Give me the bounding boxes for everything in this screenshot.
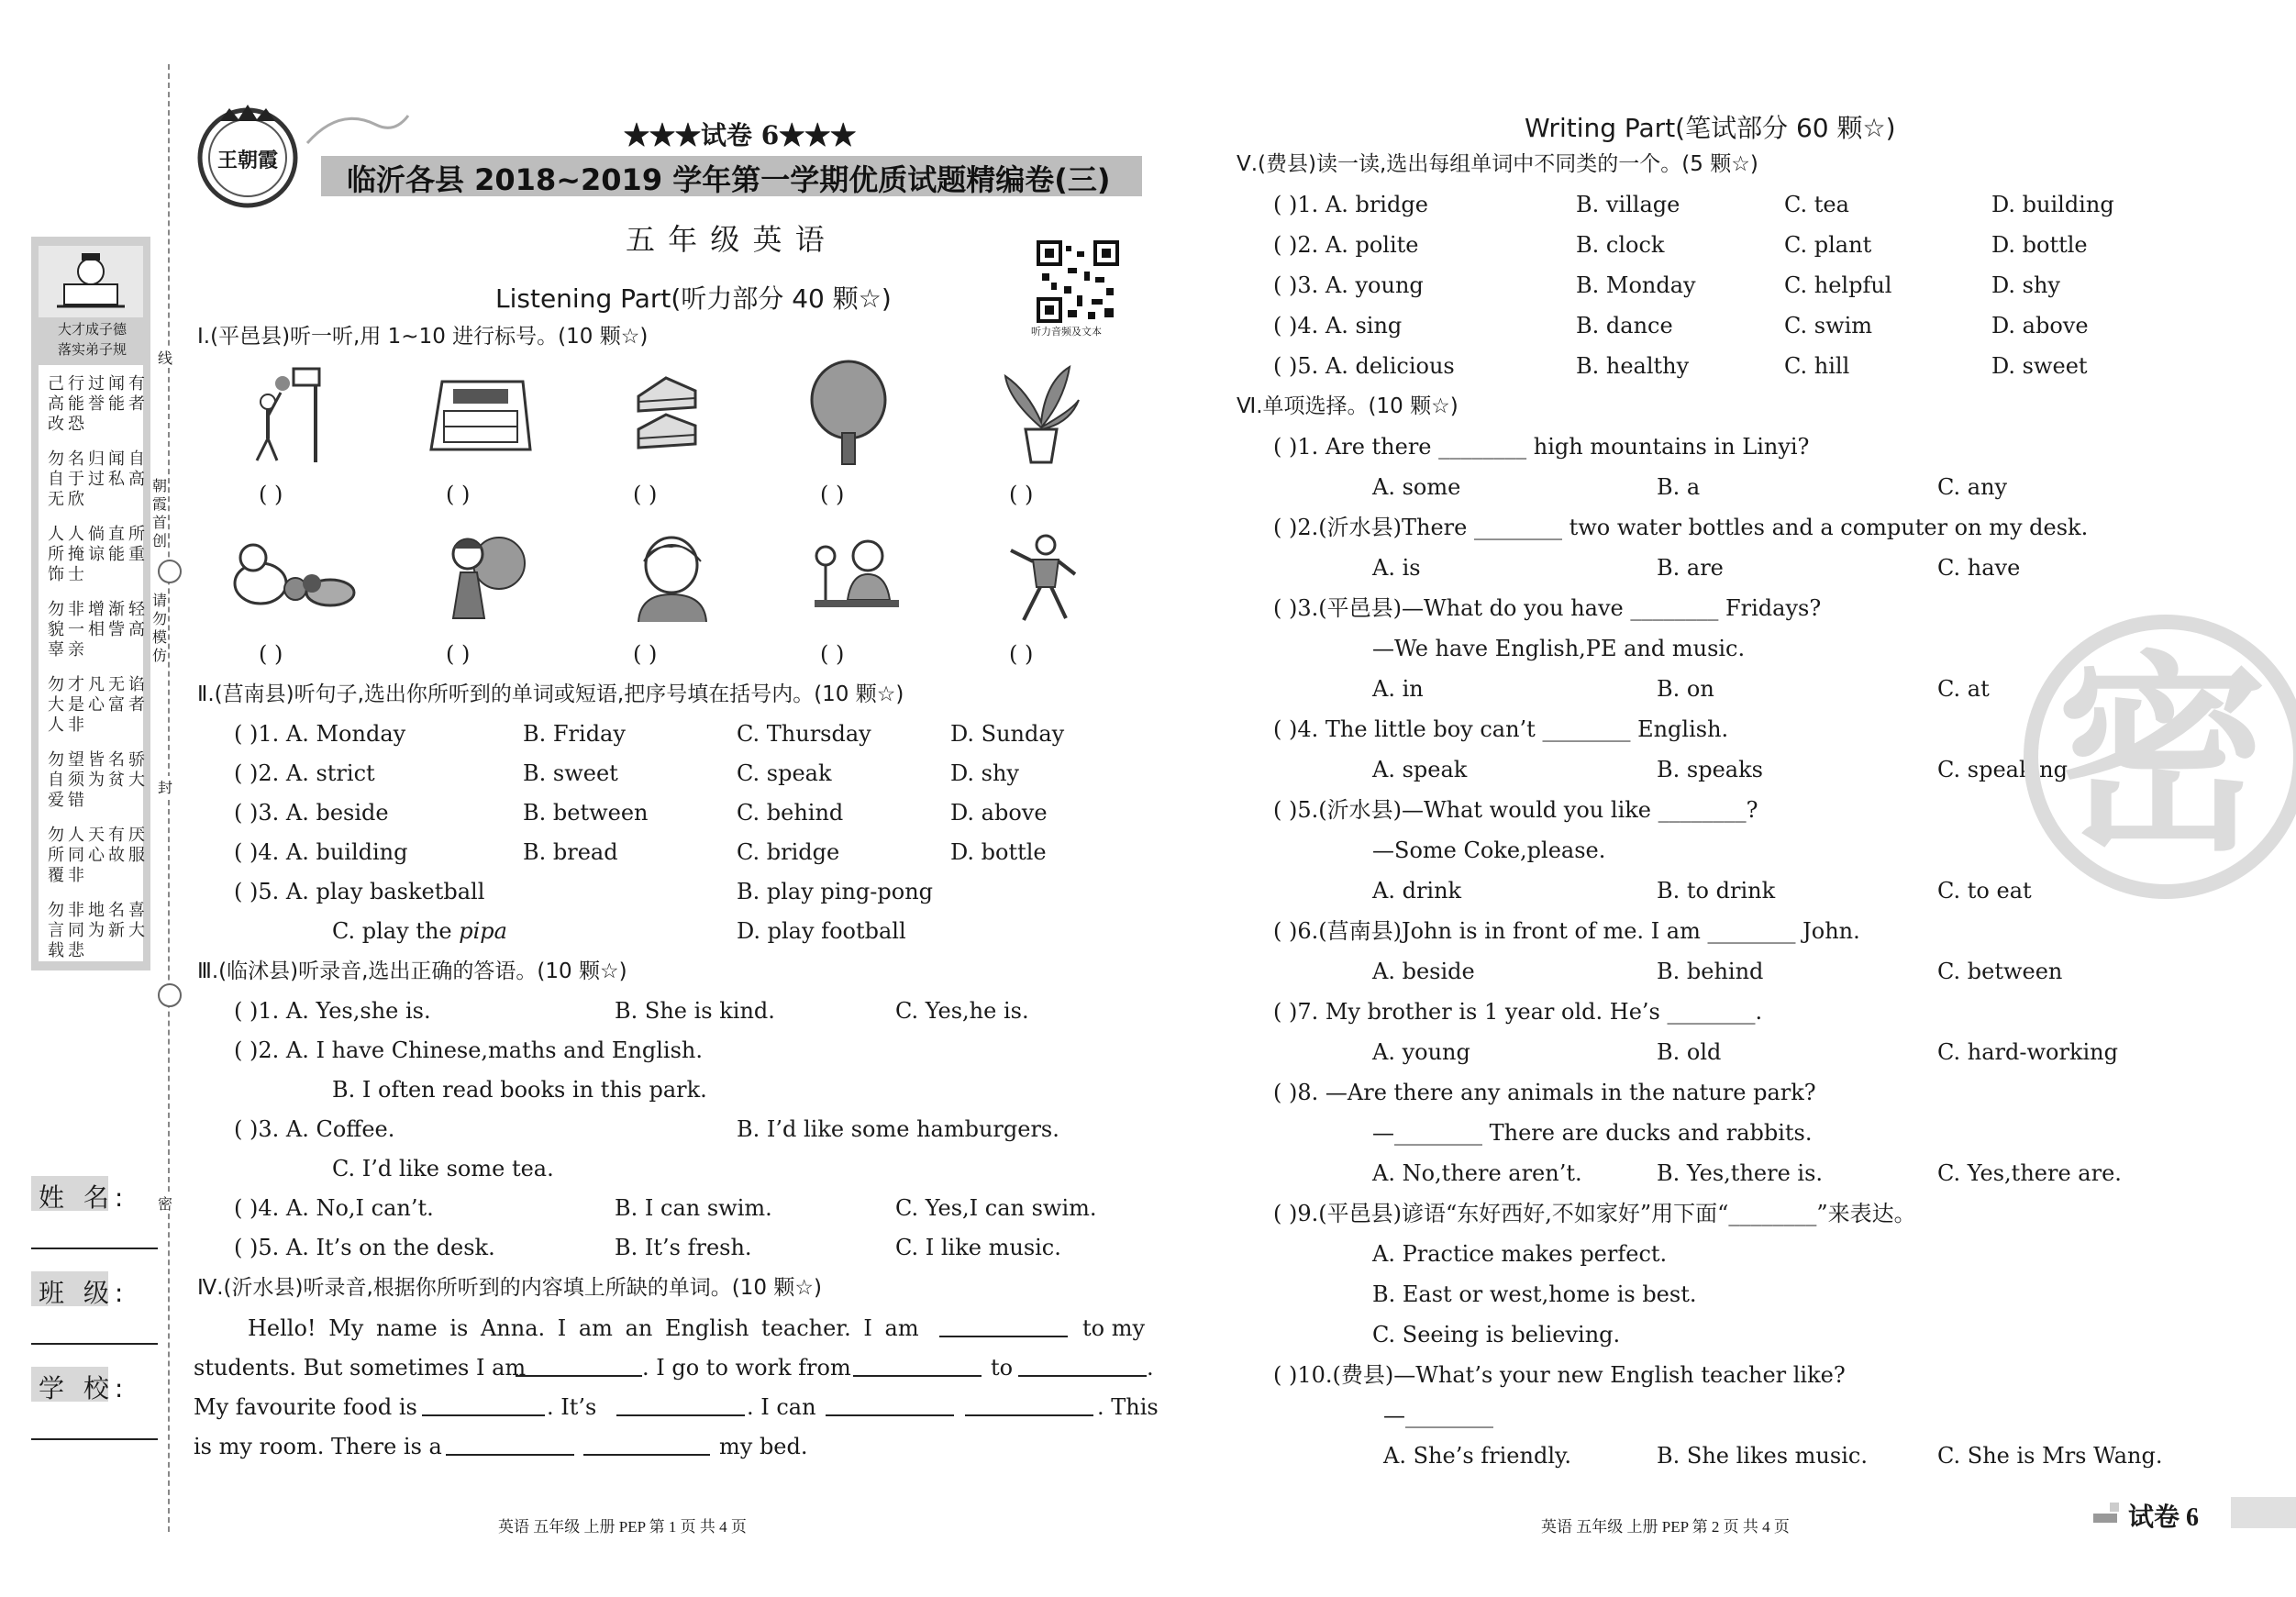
fold-mark-noimitate: 请勿模仿 [152,592,168,664]
sec6-q8[interactable]: ( )8. —Are there any animals in the nature park? [1273,1080,1816,1105]
sec6-q6-c: C. between [1937,959,2063,984]
sec6-q9-c: C. Seeing is believing. [1372,1322,1621,1347]
binding-hole-1 [158,560,182,583]
sec5-q3-d: D. shy [1991,272,2060,298]
class-field[interactable] [31,1343,158,1345]
blank-7[interactable] [826,1414,954,1416]
sec4-title: Ⅳ.(沂水县)听录音,根据你所听到的内容填上所缺的单词。(10 颗☆) [197,1276,822,1300]
pic4-bracket[interactable]: ( ) [820,482,845,507]
girl-with-flowers-icon [435,527,527,622]
sec6-q5-c: C. to eat [1937,878,2032,904]
blank-6[interactable] [616,1414,745,1416]
passage-line-3b: . It’s [547,1394,597,1420]
sec2-q2-b: B. sweet [523,760,618,786]
blank-1[interactable] [939,1336,1068,1337]
sec2-q4-b: B. bread [523,839,618,865]
blank-8[interactable] [965,1414,1093,1416]
sec3-title: Ⅲ.(临沭县)听录音,选出正确的答语。(10 颗☆) [197,959,627,983]
sec6-q5[interactable]: ( )5.(沂水县)—What would you like ________? [1273,797,1758,823]
fold-mark-secret: 密 [158,1192,172,1214]
blank-9[interactable] [446,1454,574,1456]
pic1-bracket[interactable]: ( ) [259,482,283,507]
sec3-q1-c: C. Yes,he is. [895,998,1029,1024]
sec6-q8-c: C. Yes,there are. [1937,1160,2122,1186]
sec6-q7-a: A. young [1372,1039,1470,1065]
sec2-q5-c-pipa: pipa [459,918,507,944]
proverb-1: 己行过闻有高能誉能者改恐 [48,374,149,434]
qr-caption: 听力音频及文本 [1031,326,1102,338]
sec2-q2-d: D. shy [950,760,1019,786]
sec6-q4-c: C. speaking [1937,757,2068,782]
sec6-q1-b: B. a [1657,474,1701,500]
sec3-q2-b: B. I often read books in this park. [332,1077,707,1103]
corner-tag-text: 试卷 6 [2128,1503,2200,1532]
qr-code[interactable] [1037,240,1119,323]
passage-line-4b: my bed. [719,1434,808,1459]
sec2-q5-d: D. play football [737,918,906,944]
sec5-q2-c: C. plant [1784,232,1872,258]
sec5-q2[interactable]: ( )2. A. polite [1273,232,1419,258]
paper-title: 临沂各县 2018~2019 学年第一学期优质试题精编卷(三) [347,162,1111,197]
subject-title: 五 年 级 英 语 [626,222,826,257]
sec6-title: Ⅵ.单项选择。(10 颗☆) [1237,394,1459,418]
pic6-bracket[interactable]: ( ) [259,641,283,667]
proverb-5: 勿才凡无谄大是心富者人非 [48,675,149,735]
proverb-8: 勿非地名喜言同为新大载悲 [48,901,149,960]
passage-line-3c: . I can [747,1394,816,1420]
passage-line-3a: My favourite food is [194,1394,417,1420]
sec6-q10-b: B. She likes music. [1657,1443,1868,1469]
scholar-illustration [39,246,143,317]
sec5-q1-c: C. tea [1784,192,1849,217]
sec6-q6-a: A. beside [1372,959,1475,984]
sec2-q5[interactable]: ( )5. A. play basketball [234,879,485,904]
sec2-q3-c: C. behind [737,800,844,826]
sec3-q3-b: B. I’d like some hamburgers. [737,1116,1059,1142]
sec6-q9-a: A. Practice makes perfect. [1372,1241,1668,1267]
right-footer: 英语 五年级 上册 PEP 第 2 页 共 4 页 [1541,1518,1790,1536]
corner-tag-bar [2231,1497,2296,1528]
sec6-q2-c: C. have [1937,555,2021,581]
pic3-bracket[interactable]: ( ) [633,482,658,507]
sec6-q8-b: B. Yes,there is. [1657,1160,1824,1186]
sec6-q2-a: A. is [1372,555,1421,581]
dancer-icon [1005,532,1079,624]
motto-line-2: 落实弟子规 [57,341,127,358]
sec6-q3-dialog: —We have English,PE and music. [1372,636,1746,661]
blank-3[interactable] [853,1375,982,1377]
name-label: 姓 名: [39,1182,129,1213]
sec6-q9-b: B. East or west,home is best. [1372,1281,1697,1307]
sec5-q3-b: B. Monday [1576,272,1696,298]
passage-line-1-end: to my [1082,1315,1146,1341]
sec5-q4-c: C. swim [1784,313,1873,338]
sec6-q10[interactable]: ( )10.(费县)—What’s your new English teacher like? [1273,1362,1846,1388]
sec5-q4-b: B. dance [1576,313,1673,338]
listening-title: Listening Part(听力部分 40 颗☆) [495,283,892,314]
passage-line-3d: . This [1097,1394,1159,1420]
sec6-q1-a: A. some [1372,474,1461,500]
brand-logo [193,101,303,211]
blank-10[interactable] [583,1454,710,1456]
sec2-q5-c-text: C. play the [332,918,460,944]
sec6-q8-a: A. No,there aren’t. [1372,1160,1582,1186]
passage-line-1: Hello! My name is Anna. I am an English teacher. I am [248,1315,919,1341]
sec6-q3-a: A. in [1372,676,1424,702]
sec2-q4-d: D. bottle [950,839,1047,865]
confidential-stamp [2024,615,2296,899]
proverb-2: 勿名归闻自自于过私高无欣 [48,449,149,509]
sec6-q7-c: C. hard-working [1937,1039,2118,1065]
sec6-q9[interactable]: ( )9.(平邑县)谚语“东好西好,不如家好”用下面“________”来表达。 [1273,1201,1916,1226]
motto-line-1: 大才成子德 [57,321,127,338]
sec1-title: Ⅰ.(平邑县)听一听,用 1~10 进行标号。(10 颗☆) [197,325,649,349]
sec5-q4-d: D. above [1991,313,2089,338]
sec3-q5-b: B. It’s fresh. [615,1235,752,1260]
sec2-q4-c: C. bridge [737,839,840,865]
sec6-q3[interactable]: ( )3.(平邑县)—What do you have ________ Fridays? [1273,595,1822,621]
fold-mark-line: 线 [158,347,172,368]
pic8-bracket[interactable]: ( ) [633,641,658,667]
fold-mark-original: 朝霞首创 [152,477,168,549]
calendar-friday-icon [422,374,532,457]
corner-tag [2128,1497,2229,1532]
sec3-q5[interactable]: ( )5. A. It’s on the desk. [234,1235,495,1260]
sec3-q3[interactable]: ( )3. A. Coffee. [234,1116,395,1142]
proverb-4: 勿非增渐轻貌一相訾高辜亲 [48,600,149,660]
sec5-q2-b: B. clock [1576,232,1665,258]
class-label: 班 级: [39,1278,129,1308]
sec6-q10-c: C. She is Mrs Wang. [1937,1443,2163,1469]
sec3-q3-c: C. I’d like some tea. [332,1156,554,1181]
proverb-3: 人人倘直所所掩谅能重饰士 [48,525,149,584]
man-at-desk-icon [811,536,903,620]
fold-mark-seal: 封 [158,776,172,797]
sec5-q1-b: B. village [1576,192,1680,217]
sec6-q10-a: A. She’s friendly. [1383,1443,1571,1469]
dogs-icon [229,541,358,615]
sec6-q8-dialog: —________ There are ducks and rabbits. [1372,1120,1813,1146]
ribbon-decoration [303,106,413,150]
passage-line-2b: . I go to work from [642,1355,851,1381]
sec2-q5-c [332,917,507,945]
pic2-bracket[interactable]: ( ) [446,482,471,507]
proverb-7: 勿人天有厌所同心故服覆非 [48,826,149,885]
sec6-q7[interactable]: ( )7. My brother is 1 year old. He’s ________. [1273,999,1763,1025]
sec2-q3-b: B. between [523,800,649,826]
sec2-q2[interactable]: ( )2. A. strict [234,760,375,786]
sec6-q3-b: B. on [1657,676,1714,702]
sec6-q1[interactable]: ( )1. Are there ________ high mountains in Linyi? [1273,434,1810,460]
sec5-q3-c: C. helpful [1784,272,1892,298]
sec5-q2-d: D. bottle [1991,232,2088,258]
sec2-q4[interactable]: ( )4. A. building [234,839,408,865]
corner-tag-deco-1 [2093,1514,2117,1523]
pic9-bracket[interactable]: ( ) [820,641,845,667]
pic7-bracket[interactable]: ( ) [446,641,471,667]
blank-2[interactable] [516,1375,642,1377]
sec2-q5-b: B. play ping-pong [737,879,934,904]
passage-line-2c: to [991,1355,1014,1381]
sec2-q1-b: B. Friday [523,721,626,747]
passage-line-2d: . [1147,1355,1154,1381]
sec5-q4[interactable]: ( )4. A. sing [1273,313,1403,338]
sec5-q5-b: B. healthy [1576,353,1690,379]
sec2-title: Ⅱ.(莒南县)听句子,选出你所听到的单词或短语,把序号填在括号内。(10 颗☆) [197,682,904,706]
sec6-q5-a: A. drink [1372,878,1462,904]
sec3-q2[interactable]: ( )2. A. I have Chinese,maths and English. [234,1037,704,1063]
sec2-q1-c: C. Thursday [737,721,871,747]
sec2-q2-c: C. speak [737,760,832,786]
sec5-q5-d: D. sweet [1991,353,2088,379]
sec6-q4-b: B. speaks [1657,757,1763,782]
corner-tag-deco-2 [2110,1503,2119,1512]
school-field[interactable] [31,1438,158,1440]
stamp-char: 密 [2057,635,2268,880]
passage-line-2a: students. But sometimes I am [194,1355,527,1381]
sec5-q1[interactable]: ( )1. A. bridge [1273,192,1428,217]
sec2-q1-d: D. Sunday [950,721,1065,747]
sec6-q5-dialog: —Some Coke,please. [1372,837,1606,863]
sandwiches-icon [633,372,701,460]
sec6-q2-b: B. are [1657,555,1724,581]
sec2-q3[interactable]: ( )3. A. beside [234,800,389,826]
proverb-6: 勿望皆名骄自须为贫大爱错 [48,750,149,810]
brand-name: 王朝霞 [216,149,278,172]
sec6-q5-b: B. to drink [1657,878,1776,904]
sec6-q1-c: C. any [1937,474,2008,500]
sec5-q3[interactable]: ( )3. A. young [1273,272,1424,298]
name-field[interactable] [31,1248,158,1249]
sec3-q4-b: B. I can swim. [615,1195,772,1221]
fold-line [168,64,170,1532]
sec3-q1-b: B. She is kind. [615,998,775,1024]
sec6-q6[interactable]: ( )6.(莒南县)John is in front of me. I am ________ John. [1273,918,1860,944]
sec3-q1[interactable]: ( )1. A. Yes,she is. [234,998,431,1024]
basketball-player-icon [240,365,332,466]
writing-title: Writing Part(笔试部分 60 颗☆) [1525,113,1896,143]
sec2-q3-d: D. above [950,800,1048,826]
school-label: 学 校: [39,1373,129,1403]
motto [35,319,150,360]
left-footer: 英语 五年级 上册 PEP 第 1 页 共 4 页 [498,1518,747,1536]
blank-4[interactable] [1018,1375,1147,1377]
sec6-q6-b: B. behind [1657,959,1764,984]
sec3-q4[interactable]: ( )4. A. No,I can’t. [234,1195,434,1221]
sec6-q3-c: C. at [1937,676,1990,702]
blank-5[interactable] [422,1414,545,1416]
sec5-q5[interactable]: ( )5. A. delicious [1273,353,1455,379]
sec2-q1[interactable]: ( )1. A. Monday [234,721,406,747]
pic5-bracket[interactable]: ( ) [1009,482,1034,507]
paper-tag: ★★★试卷 6★★★ [624,120,857,150]
sec6-q4-a: A. speak [1372,757,1468,782]
sec6-q10-dialog: —________ [1383,1403,1493,1428]
potted-plant-icon [1000,363,1082,466]
pic10-bracket[interactable]: ( ) [1009,641,1034,667]
sec6-q4[interactable]: ( )4. The little boy can’t ________ English. [1273,716,1729,742]
sec5-q5-c: C. hill [1784,353,1850,379]
old-woman-icon [631,534,714,622]
sec3-q4-c: C. Yes,I can swim. [895,1195,1097,1221]
sec3-q5-c: C. I like music. [895,1235,1061,1260]
sec6-q7-b: B. old [1657,1039,1722,1065]
sec6-q2[interactable]: ( )2.(沂水县)There ________ two water bottles and a computer on my desk. [1273,515,2089,540]
binding-hole-2 [158,983,182,1007]
sec5-title: Ⅴ.(费县)读一读,选出每组单词中不同类的一个。(5 颗☆) [1237,152,1758,176]
passage-line-4a: is my room. There is a [194,1434,442,1459]
tree-icon [807,358,890,466]
sec5-q1-d: D. building [1991,192,2114,217]
